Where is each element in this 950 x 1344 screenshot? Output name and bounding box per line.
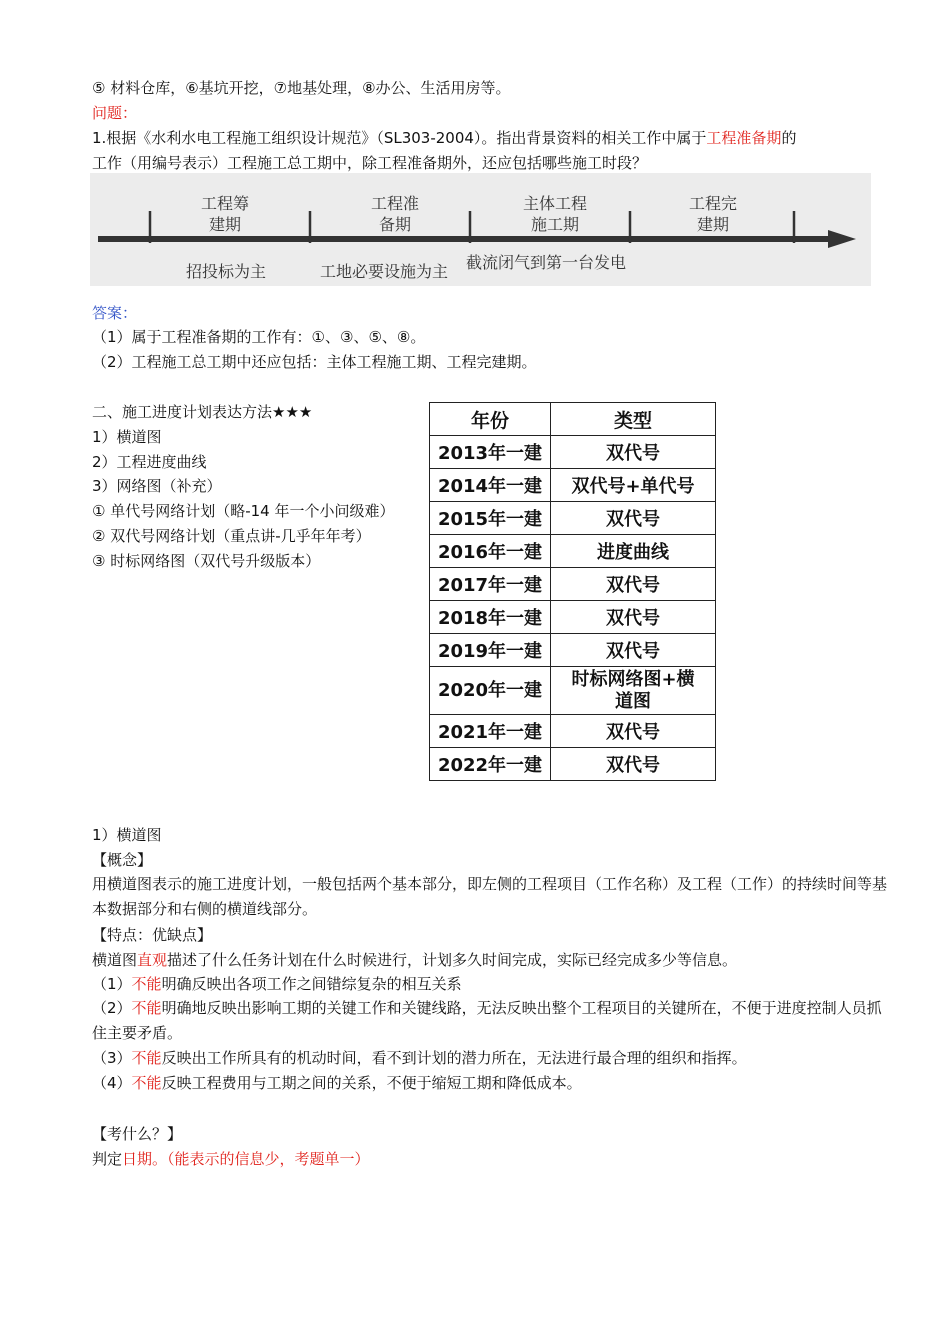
table-row: 2013年一建 双代号 <box>430 436 716 469</box>
exam-label: 【考什么？】 <box>92 1125 183 1143</box>
phase-label: 工程完 建期 <box>688 194 737 234</box>
header-year: 年份 <box>430 403 551 436</box>
phase-label: 主体工程 施工期 <box>522 194 587 234</box>
table-row: 2016年一建 进度曲线 <box>430 535 716 568</box>
question-line-2: 工作（用编号表示）工程施工总工期中，除工程准备期外，还应包括哪些施工时段？ <box>92 154 648 172</box>
header-type: 类型 <box>551 403 716 436</box>
table-row: 2015年一建 双代号 <box>430 502 716 535</box>
table-row: 2014年一建 双代号+单代号 <box>430 469 716 502</box>
features-label: 【特点：优缺点】 <box>92 926 213 944</box>
method-item: ③ 时标网络图（双代号升级版本） <box>92 552 321 570</box>
question-line-1: 1.根据《水利水电工程施工组织设计规范》（SL303-2004）。指出背景资料的相关工作中属于工程准备期的 <box>92 129 797 147</box>
features-text: 横道图直观描述了什么任务计划在什么时候进行，计划多久时间完成，实际已经完成多少等信息。 <box>92 951 738 969</box>
answer-line: （1）属于工程准备期的工作有：①、③、⑤、⑧。 <box>92 328 426 346</box>
timeline-figure <box>90 173 871 286</box>
features-highlight: 直观 <box>137 951 168 969</box>
concept-text: 用横道图表示的施工进度计划，一般包括两个基本部分，即左侧的工程项目（工作名称）及工程（工作）的持续时间等基本数据部分和右侧的横道线部分。 <box>92 875 888 918</box>
table-row: 2021年一建 双代号 <box>430 715 716 748</box>
table-row: 2019年一建 双代号 <box>430 634 716 667</box>
intro-line: ⑤ 材料仓库，⑥基坑开挖，⑦地基处理，⑧办公、生活用房等。 <box>92 79 511 97</box>
method-item: 1）横道图 <box>92 428 162 446</box>
section-title: 二、施工进度计划表达方法★★★ <box>92 403 313 421</box>
method-item: 3）网络图（补充） <box>92 477 222 495</box>
phase-label: 工程准 备期 <box>370 194 419 234</box>
exam-text: 判定日期。（能表示的信息少，考题单一） <box>92 1150 370 1168</box>
concept-label: 【概念】 <box>92 851 153 869</box>
hengdao-title: 1）横道图 <box>92 826 162 844</box>
timeline-note: 工地必要设施为主 <box>320 262 449 281</box>
phase-label: 工程筹 建期 <box>200 194 249 234</box>
answer-line: （2）工程施工总工期中还应包括：主体工程施工期、工程完建期。 <box>92 353 537 371</box>
con-item: （3）不能反映出工作所具有的机动时间，看不到计划的潜力所在，无法进行最合理的组织和指挥。 <box>92 1049 747 1067</box>
con-item: （4）不能反映工程费用与工期之间的关系，不便于缩短工期和降低成本。 <box>92 1074 582 1092</box>
answer-label: 答案： <box>92 304 138 322</box>
table-row: 2020年一建 时标网络图+横 道图 <box>430 667 716 715</box>
table-row: 2017年一建 双代号 <box>430 568 716 601</box>
exam-highlight: 日期。（能表示的信息少，考题单一） <box>122 1150 370 1168</box>
con-item: （2）不能明确地反映出影响工期的关键工作和关键线路，无法反映出整个工程项目的关键所在，不便于进度控制人员抓住主要矛盾。 <box>92 999 882 1042</box>
timeline-note: 截流闭气到第一台发电 <box>466 253 627 272</box>
method-item: ① 单代号网络计划（略-14 年一个小问级难） <box>92 502 395 520</box>
table-header-row <box>430 403 716 436</box>
method-item: ② 双代号网络计划（重点讲-几乎年年考） <box>92 527 371 545</box>
table-row: 2018年一建 双代号 <box>430 601 716 634</box>
exam-year-table <box>429 402 716 781</box>
con-item: （1）不能明确反映出各项工作之间错综复杂的相互关系 <box>92 975 462 993</box>
timeline-note: 招投标为主 <box>186 262 267 281</box>
method-item: 2）工程进度曲线 <box>92 453 207 471</box>
question-highlight: 工程准备期 <box>706 129 782 147</box>
question-label: 问题： <box>92 104 138 122</box>
table-row: 2022年一建 双代号 <box>430 748 716 781</box>
